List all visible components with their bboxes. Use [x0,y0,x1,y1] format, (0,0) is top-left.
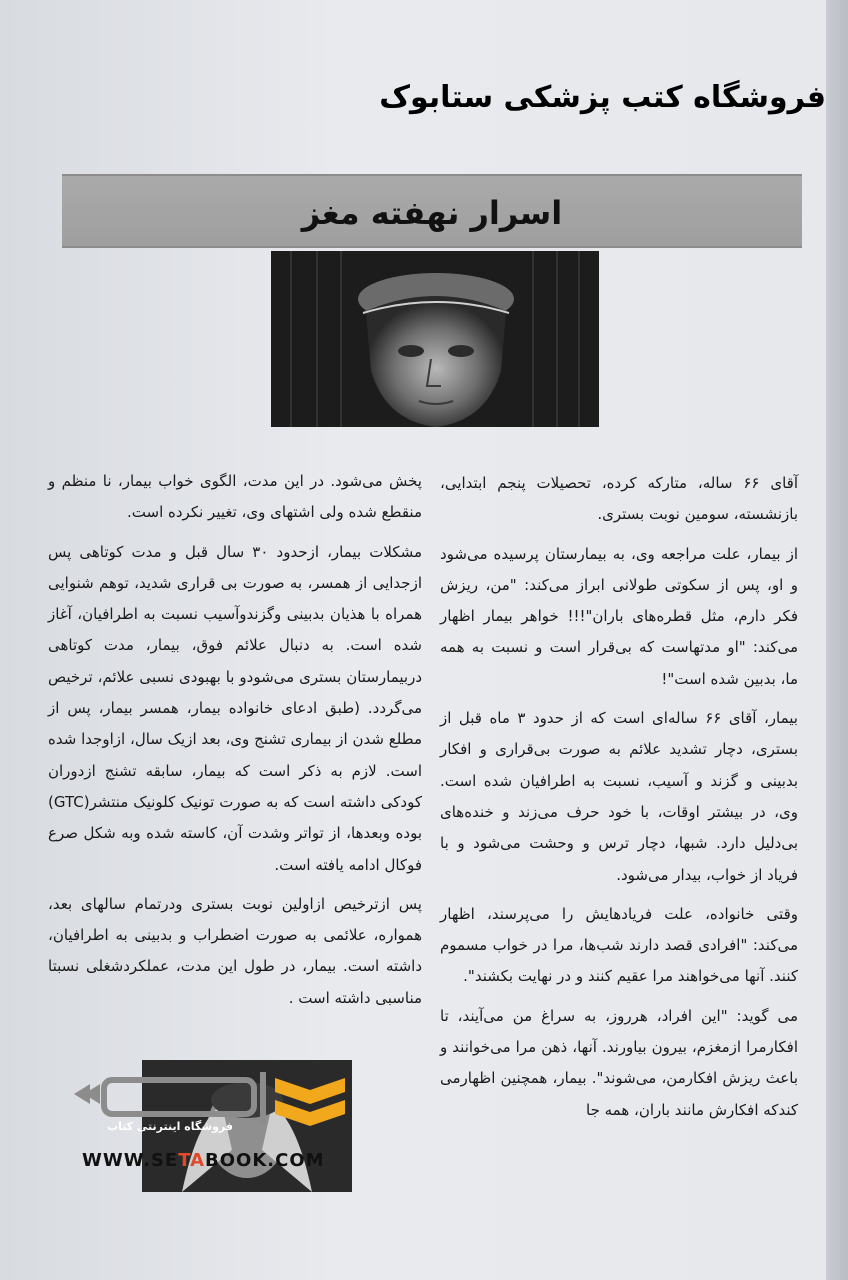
paragraph: مشکلات بیمار، ازحدود ۳۰ سال قبل و مدت کوتاهی پس ازجدایی از همسر، به صورت بی قراری شدید، توهم شنوایی همراه با هذیان بدبینی وگزندوآسیب نسبت به اطرافیان، آغاز شده است. به دنبال علائم فوق، بیمار، مدت کوتاهی دربیمارستان بستری می‌شودو با بهبودی نسبی علائم، ترخیص می‌گردد. (طبق ادعای خانواده بیمار، همسر بیمار، پس از مطلع شدن از بیماری تشنج وی، بعد ازیک سال، ازاوجدا شده است. لازم به ذکر است که بیمار، سابقه تشنج ازدوران کودکی داشته است که به صورت تونیک کلونیک منتشر(GTC) بوده وبعدها، از تواتر وشدت آن، کاسته شده وبه شکل صرع فوکال ادامه یافته است. [48,542,422,874]
url-accent: TA [178,1150,206,1171]
brain-illustration [271,251,599,427]
setabook-logo [70,1066,370,1146]
page-edge [826,0,848,1280]
logo-tagline: فروشگاه اینترنتی کتاب [107,1120,233,1133]
title-banner [62,174,802,248]
paragraph: می گوید: "این افراد، هرروز، به سراغ من می‌آیند، تا افکارمرا ازمغزم، بیرون بیاورند. آنها، ذهن مرا می‌خوانند و باعث ریزش افکارمن، می‌شوند". بیمار، همچنین اظهارمی کندکه افکارش مانند باران، همه جا [440,1006,798,1119]
paragraph: از بیمار، علت مراجعه وی، به بیمارستان پرسیده می‌شود و او، پس از سکوتی طولانی ابراز می‌کند: "من، ریزش فکر دارم، مثل قطره‌های باران"!!! خواهر بیمار اظهار می‌کند: "او مدتهاست که بی‌قرار است و نسبت به همه ما، بدبین شده است"! [440,544,798,688]
paragraph: بیمار، آقای ۶۶ ساله‌ای است که از حدود ۳ ماه قبل از بستری، دچار تشدید علائم به صورت بی‌قراری و افکار بدبینی و گزند و آسیب، نسبت به اطرافیان شده است. وی، در بیشتر اوقات، با خود حرف می‌زند و خنده‌های بی‌دلیل دارد. شبها، دچار ترس و وحشت می‌شود و با فریاد از خواب، بیدار می‌شود. [440,709,798,884]
left-text-column [48,466,422,1022]
paragraph: پس ازترخیص ازاولین نوبت بستری ودرتمام سالهای بعد، همواره، علائمی به صورت اضطراب و بدبینی به اطرافیان، داشته است. بیمار، در طول این مدت، عملکردشغلی نسبتا مناسبی داشته است . [48,894,422,1007]
website-url [82,1150,325,1171]
head-figure-image [271,251,599,427]
paragraph: وقتی خانواده، علت فریادهایش را می‌پرسند، اظهار می‌کند: "افرادی قصد دارند شب‌ها، مرا در خواب مسموم کنند. آنها می‌خواهند مرا عقیم کنند و در نهایت بکشند". [440,904,798,986]
url-suffix: BOOK.COM [205,1150,325,1171]
setabook-logo-icon [70,1066,370,1146]
article-title: اسرار نهفته مغز [301,194,563,232]
paragraph: پخش می‌شود. در این مدت، الگوی خواب بیمار، نا منظم و منقطع شده ولی اشتهای وی، تغییر نکرده است. [48,472,422,522]
paragraph: آقای ۶۶ ساله، متارکه کرده، تحصیلات پنجم ابتدایی، بازنشسته، سومین نوبت بستری. [440,474,798,524]
right-text-column [440,468,798,1134]
url-prefix: WWW.SE [82,1150,179,1171]
store-title: فروشگاه کتب پزشکی ستابوک [379,80,826,115]
